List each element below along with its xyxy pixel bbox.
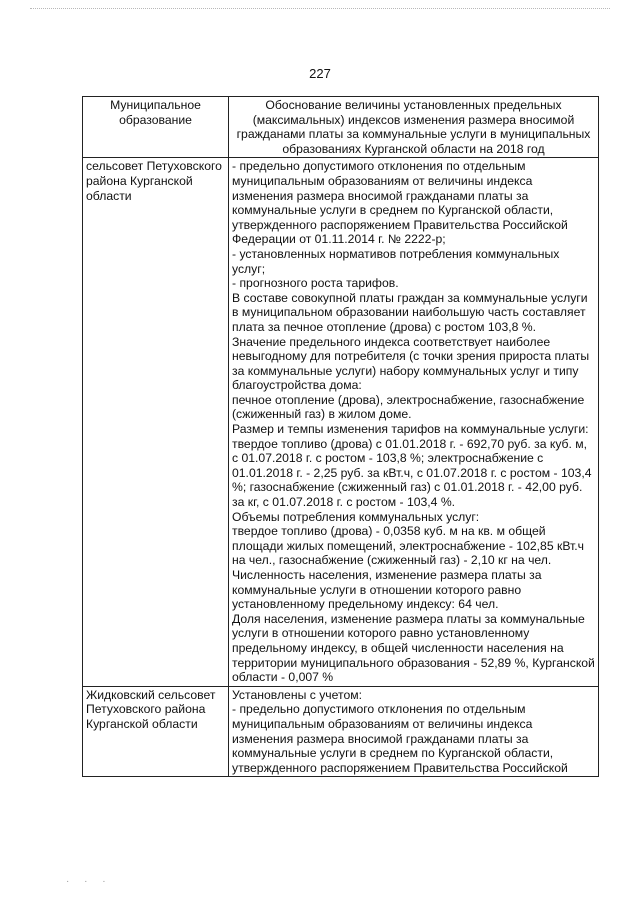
justification-line: В составе совокупной платы граждан за коммунальные услуги в муниципальном образовании наибольшую часть составляет плата за печное отопление (дрова) с ростом 103,8 %. [232,290,588,334]
justification-cell [229,686,599,777]
justification-line: Численность населения, изменение размера платы за коммунальные услуги в отношении которого равно установленному предельному индексу: 64 чел. [232,568,542,612]
justification-line: Размер и темпы изменения тарифов на коммунальные услуги: [232,422,589,437]
justification-line: Объемы потребления коммунальных услуг: [232,509,480,524]
municipality-cell: сельсовет Петуховского района Курганской области [83,158,229,686]
justification-line: - прогнозного роста тарифов. [232,276,399,291]
justification-line: Значение предельного индекса соответствует наиболее невыгодному для потребителя (с точки зрения прироста платы за коммунальные услуги) набору коммунальных услуг и типу благоустройства дома: [232,334,590,393]
justification-line: - установленных нормативов потребления коммунальных услуг; [232,246,560,276]
header-municipality: Муниципальное образование [83,97,229,158]
header-justification: Обоснование величины установленных предельных (максимальных) индексов изменения размера вносимой гражданами платы за коммунальные услуги в муниципальных образованиях Курганской области на 2018 год [229,97,599,158]
justification-line: - предельно допустимого отклонения по отдельным муниципальным образованиям от величины индекса изменения размера вносимой гражданами платы за коммунальные услуги в среднем по Курганской области, утвержденного распоряжением Правительства Российской [232,702,568,775]
justification-line: Доля населения, изменение размера платы за коммунальные услуги в отношении которого равно установленному предельному индексу, в общей численности населения на территории муниципального образования - 52,89 %, Курганской области - 0,007 % [232,611,595,685]
page-number: 227 [309,66,331,81]
table-row [83,158,599,686]
justification-line: Установлены с учетом: [232,687,362,702]
page-top-edge [30,8,610,9]
table-row [83,686,599,777]
justification-line: твердое топливо (дрова) с 01.01.2018 г. - 692,70 руб. за куб. м, с 01.07.2018 г. с ростом - 103,8 %; электроснабжение с 01.01.2018 г. - 2,25 руб. за кВт.ч, с 01.07.2018 г. с ростом - 103,4 %; газоснабжение (сжиженный газ) с 01.01.2018 г. - 42,00 руб. за кг, с 01.07.2018 г. с ростом - 103,4 %. [232,436,592,510]
justification-table [82,96,599,777]
margin-marks: · · · [66,876,112,887]
table-header-row [83,97,599,158]
justification-line: печное отопление (дрова), электроснабжение, газоснабжение (сжиженный газ) в жилом доме. [232,392,585,422]
justification-line: твердое топливо (дрова) - 0,0358 куб. м на кв. м общей площади жилых помещений, электроснабжение - 102,85 кВт.ч на чел., газоснабжение (сжиженный газ) - 2,10 кг на чел. [232,524,585,568]
justification-line: - предельно допустимого отклонения по отдельным муниципальным образованиям от величины индекса изменения размера вносимой гражданами платы за коммунальные услуги в среднем по Курганской области, утвержденного распоряжением Правительства Российской Федерации от 01.11.2014 г. № 2222-р; [232,159,568,247]
municipality-cell: Жидковский сельсовет Петуховского района Курганской области [83,686,229,777]
justification-cell [229,158,599,686]
